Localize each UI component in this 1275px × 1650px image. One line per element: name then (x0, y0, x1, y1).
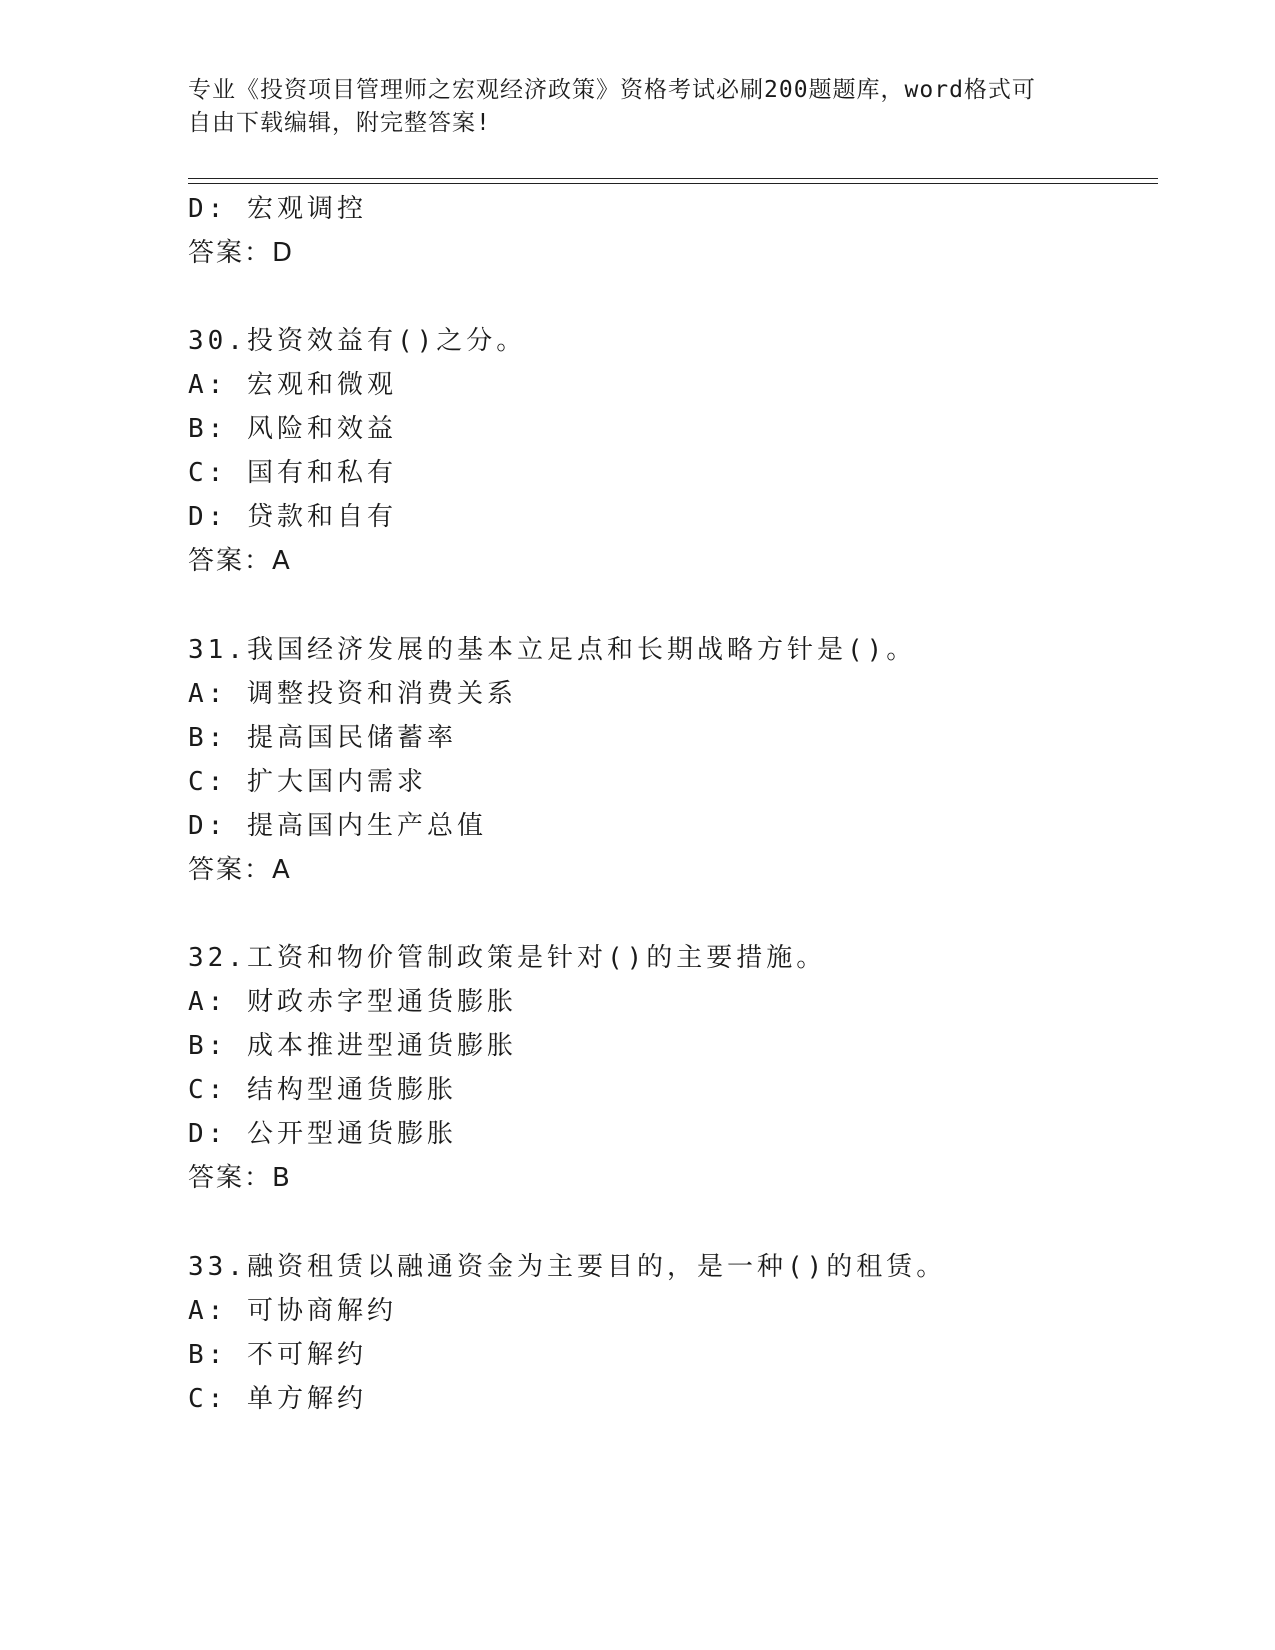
option-d: D: 公开型通货膨胀 (188, 1119, 457, 1149)
option-b: B: 提高国民储蓄率 (188, 723, 457, 753)
option-c: C: 结构型通货膨胀 (188, 1075, 457, 1105)
question-stem: 31.我国经济发展的基本立足点和长期战略方针是()。 (188, 635, 917, 665)
option-c: C: 国有和私有 (188, 458, 397, 488)
option-a: A: 可协商解约 (188, 1296, 397, 1326)
document-header (188, 74, 1088, 140)
option-c: C: 扩大国内需求 (188, 767, 427, 797)
answer: 答案：D (188, 238, 295, 268)
option-b: B: 风险和效益 (188, 414, 397, 444)
option-d: D: 宏观调控 (188, 194, 367, 224)
header-divider-top (188, 178, 1158, 179)
option-a: A: 调整投资和消费关系 (188, 679, 517, 709)
question-stem: 32.工资和物价管制政策是针对()的主要措施。 (188, 943, 827, 973)
answer: 答案：A (188, 855, 292, 885)
question-stem: 33.融资租赁以融通资金为主要目的，是一种()的租赁。 (188, 1252, 947, 1282)
question-stem: 30.投资效益有()之分。 (188, 326, 527, 356)
option-a: A: 宏观和微观 (188, 370, 397, 400)
option-b: B: 不可解约 (188, 1340, 367, 1370)
option-b: B: 成本推进型通货膨胀 (188, 1031, 517, 1061)
header-divider-bottom (188, 183, 1158, 184)
option-c: C: 单方解约 (188, 1384, 367, 1414)
header-line-1: 专业《投资项目管理师之宏观经济政策》资格考试必刷200题题库，word格式可 (188, 77, 1036, 103)
option-a: A: 财政赤字型通货膨胀 (188, 987, 517, 1017)
option-d: D: 提高国内生产总值 (188, 811, 487, 841)
header-line-2: 自由下载编辑，附完整答案! (188, 110, 491, 136)
answer: 答案：A (188, 546, 292, 576)
option-d: D: 贷款和自有 (188, 502, 397, 532)
answer: 答案：B (188, 1163, 292, 1193)
